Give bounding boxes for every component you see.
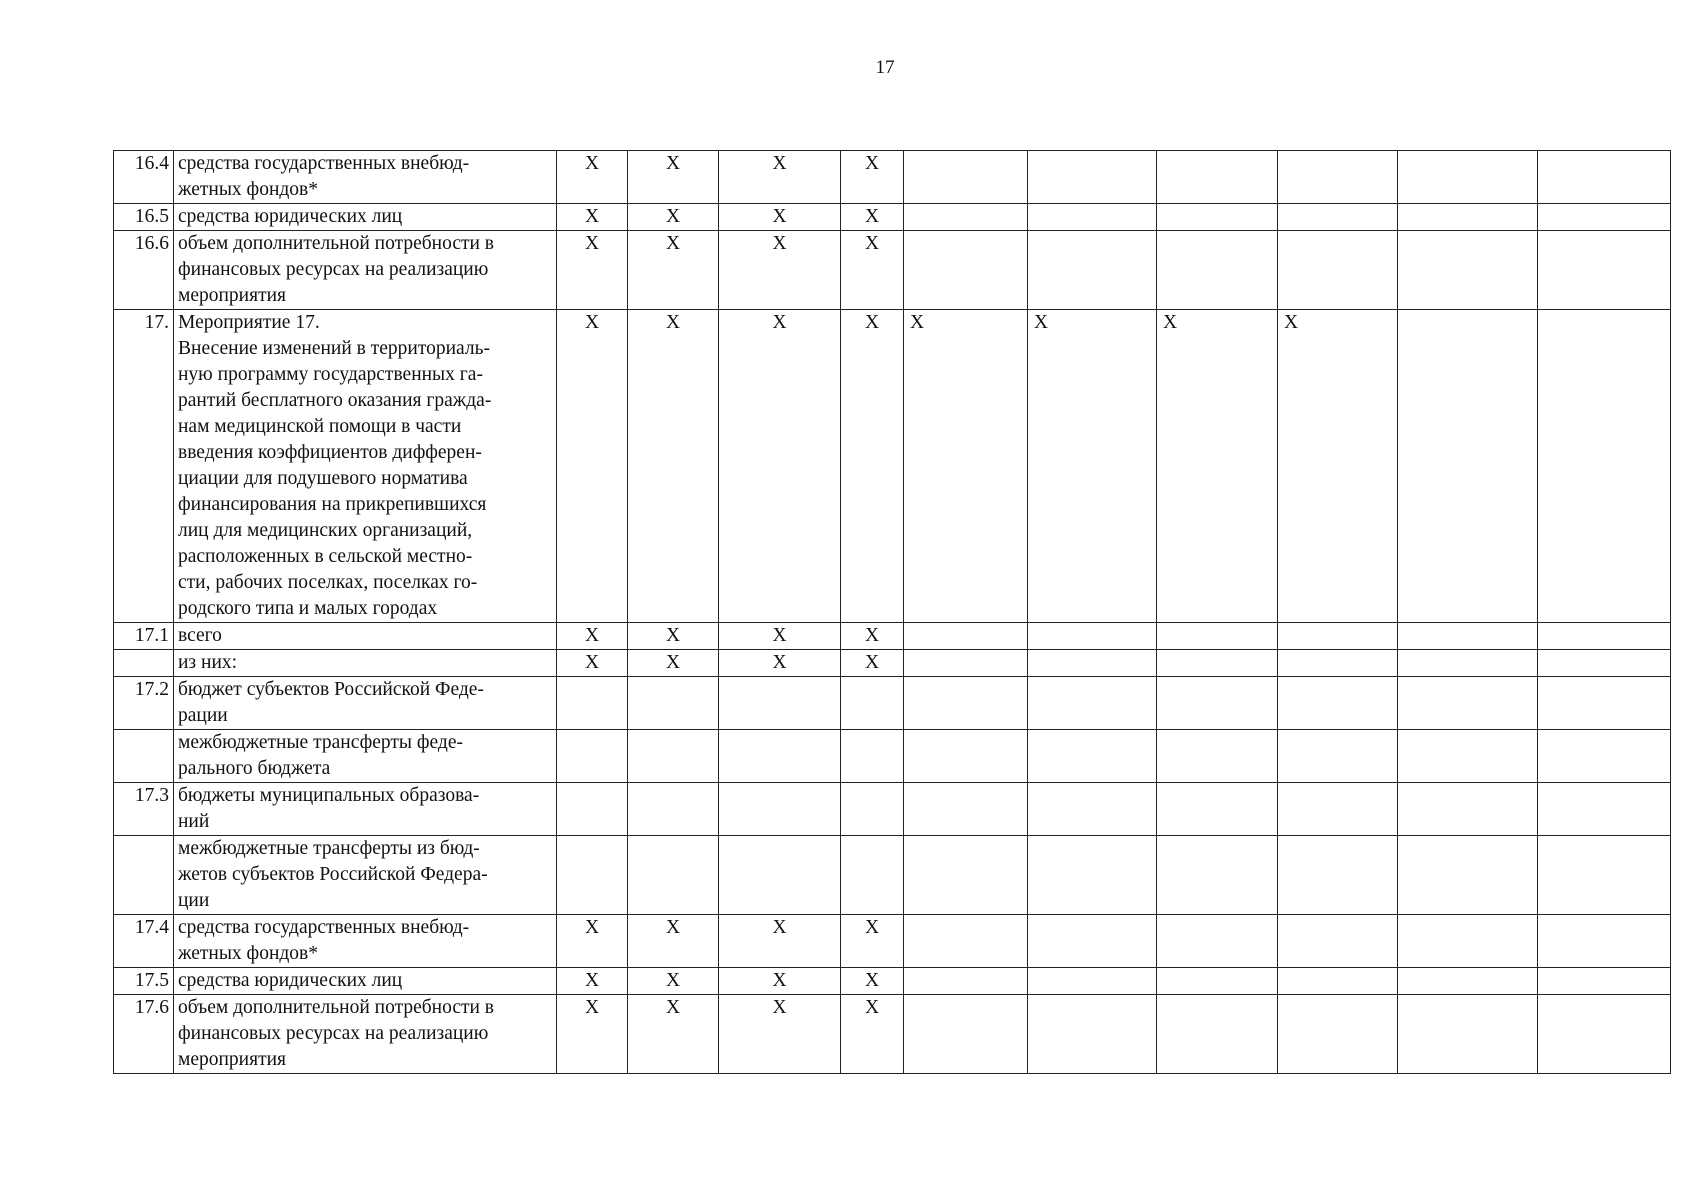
mark-cell [1157, 623, 1278, 650]
mark-cell: X [719, 231, 841, 310]
mark-cell [904, 623, 1028, 650]
mark-cell: X [557, 650, 628, 677]
mark-cell [904, 204, 1028, 231]
mark-cell: X [628, 623, 719, 650]
mark-cell [1278, 783, 1398, 836]
mark-cell: X [557, 204, 628, 231]
mark-cell: X [719, 650, 841, 677]
mark-cell [1538, 995, 1671, 1074]
row-description: средства юридических лиц [174, 968, 557, 995]
row-number [114, 836, 174, 915]
mark-cell [557, 730, 628, 783]
mark-cell [1157, 730, 1278, 783]
mark-cell [1278, 204, 1398, 231]
mark-cell [1538, 623, 1671, 650]
mark-cell [1398, 310, 1538, 623]
mark-cell [1398, 730, 1538, 783]
mark-cell [1398, 783, 1538, 836]
mark-cell [904, 231, 1028, 310]
table-row [114, 310, 1671, 623]
mark-cell [1157, 915, 1278, 968]
row-number [114, 650, 174, 677]
mark-cell [1028, 915, 1157, 968]
mark-cell [1398, 650, 1538, 677]
mark-cell [1398, 151, 1538, 204]
mark-cell [1398, 204, 1538, 231]
table-row [114, 915, 1671, 968]
mark-cell: X [719, 310, 841, 623]
table-row [114, 151, 1671, 204]
mark-cell [1028, 151, 1157, 204]
mark-cell [1398, 231, 1538, 310]
mark-cell [1278, 623, 1398, 650]
mark-cell [904, 677, 1028, 730]
mark-cell [904, 151, 1028, 204]
mark-cell: X [628, 995, 719, 1074]
row-description: Мероприятие 17. Внесение изменений в территориаль- ную программу государственных га- рантий бесплатного оказания гражда- нам медицинской помощи в части введения коэффициентов дифферен- циации для подушевого норматива финансирования на прикрепившихся лиц для медицинских организаций, расположенных в сельской местно- сти, рабочих поселках, поселках го- родского типа и малых городах [174, 310, 557, 623]
mark-cell [1538, 730, 1671, 783]
mark-cell: X [841, 968, 904, 995]
mark-cell [904, 968, 1028, 995]
mark-cell: X [1278, 310, 1398, 623]
mark-cell: X [841, 995, 904, 1074]
row-number: 17.2 [114, 677, 174, 730]
mark-cell [1278, 915, 1398, 968]
row-description: из них: [174, 650, 557, 677]
row-number: 17.6 [114, 995, 174, 1074]
mark-cell [719, 730, 841, 783]
row-number: 17.3 [114, 783, 174, 836]
mark-cell [1157, 677, 1278, 730]
mark-cell [1278, 968, 1398, 995]
row-number: 16.5 [114, 204, 174, 231]
row-number: 17.4 [114, 915, 174, 968]
mark-cell [1398, 968, 1538, 995]
mark-cell [1028, 836, 1157, 915]
mark-cell [1398, 836, 1538, 915]
mark-cell: X [719, 151, 841, 204]
mark-cell [1157, 783, 1278, 836]
mark-cell [1538, 650, 1671, 677]
mark-cell [628, 677, 719, 730]
mark-cell [904, 836, 1028, 915]
row-description: средства государственных внебюд- жетных фондов* [174, 151, 557, 204]
mark-cell: X [628, 968, 719, 995]
mark-cell: X [628, 650, 719, 677]
mark-cell [1157, 995, 1278, 1074]
mark-cell [1398, 915, 1538, 968]
row-description: межбюджетные трансферты феде- рального бюджета [174, 730, 557, 783]
mark-cell: X [841, 231, 904, 310]
mark-cell [1278, 650, 1398, 677]
mark-cell [1157, 231, 1278, 310]
row-description: объем дополнительной потребности в финансовых ресурсах на реализацию мероприятия [174, 995, 557, 1074]
mark-cell [1028, 204, 1157, 231]
mark-cell: X [1157, 310, 1278, 623]
mark-cell: X [557, 968, 628, 995]
mark-cell [1157, 204, 1278, 231]
mark-cell: X [719, 204, 841, 231]
mark-cell [557, 783, 628, 836]
mark-cell: X [841, 623, 904, 650]
mark-cell: X [628, 310, 719, 623]
mark-cell: X [628, 151, 719, 204]
mark-cell [1278, 151, 1398, 204]
mark-cell: X [719, 915, 841, 968]
mark-cell: X [841, 204, 904, 231]
row-description: бюджет субъектов Российской Феде- рации [174, 677, 557, 730]
table-row [114, 231, 1671, 310]
mark-cell [1538, 836, 1671, 915]
mark-cell [1538, 783, 1671, 836]
mark-cell [1028, 650, 1157, 677]
mark-cell [1278, 677, 1398, 730]
row-description: средства государственных внебюд- жетных фондов* [174, 915, 557, 968]
row-number: 17.5 [114, 968, 174, 995]
mark-cell [1028, 995, 1157, 1074]
mark-cell [628, 836, 719, 915]
mark-cell: X [628, 204, 719, 231]
row-number: 16.6 [114, 231, 174, 310]
mark-cell [719, 783, 841, 836]
table-row [114, 623, 1671, 650]
mark-cell [1538, 677, 1671, 730]
mark-cell [841, 836, 904, 915]
mark-cell [1398, 995, 1538, 1074]
page-number: 17 [875, 57, 895, 78]
mark-cell [841, 783, 904, 836]
mark-cell [1398, 677, 1538, 730]
mark-cell [904, 730, 1028, 783]
measures-table [113, 150, 1671, 1074]
mark-cell [1157, 650, 1278, 677]
mark-cell [1028, 231, 1157, 310]
row-description: бюджеты муниципальных образова- ний [174, 783, 557, 836]
mark-cell [1028, 677, 1157, 730]
mark-cell [1157, 968, 1278, 995]
mark-cell [557, 677, 628, 730]
row-number [114, 730, 174, 783]
mark-cell [904, 915, 1028, 968]
row-description: межбюджетные трансферты из бюд- жетов субъектов Российской Федера- ции [174, 836, 557, 915]
mark-cell [1538, 231, 1671, 310]
mark-cell [904, 650, 1028, 677]
table-row [114, 783, 1671, 836]
table-row [114, 730, 1671, 783]
mark-cell [1278, 836, 1398, 915]
table-row [114, 677, 1671, 730]
mark-cell [1278, 231, 1398, 310]
mark-cell [1538, 968, 1671, 995]
mark-cell: X [557, 310, 628, 623]
table-row [114, 995, 1671, 1074]
mark-cell [1157, 151, 1278, 204]
mark-cell [1028, 623, 1157, 650]
mark-cell [841, 730, 904, 783]
row-number: 16.4 [114, 151, 174, 204]
mark-cell: X [841, 915, 904, 968]
mark-cell [1278, 730, 1398, 783]
table-row [114, 204, 1671, 231]
row-number: 17.1 [114, 623, 174, 650]
mark-cell [1538, 151, 1671, 204]
mark-cell: X [557, 623, 628, 650]
mark-cell [719, 836, 841, 915]
mark-cell [1398, 623, 1538, 650]
mark-cell: X [719, 968, 841, 995]
mark-cell: X [841, 650, 904, 677]
mark-cell [1028, 730, 1157, 783]
mark-cell [557, 836, 628, 915]
mark-cell [904, 995, 1028, 1074]
mark-cell [1538, 310, 1671, 623]
row-number: 17. [114, 310, 174, 623]
mark-cell: X [904, 310, 1028, 623]
mark-cell: X [1028, 310, 1157, 623]
mark-cell [1028, 783, 1157, 836]
table-row [114, 836, 1671, 915]
mark-cell [1278, 995, 1398, 1074]
mark-cell: X [719, 623, 841, 650]
mark-cell: X [841, 151, 904, 204]
mark-cell: X [719, 995, 841, 1074]
mark-cell: X [557, 995, 628, 1074]
mark-cell: X [557, 231, 628, 310]
mark-cell [628, 783, 719, 836]
mark-cell [904, 783, 1028, 836]
mark-cell: X [628, 915, 719, 968]
mark-cell [1538, 204, 1671, 231]
mark-cell: X [628, 231, 719, 310]
row-description: всего [174, 623, 557, 650]
row-description: средства юридических лиц [174, 204, 557, 231]
mark-cell [1538, 915, 1671, 968]
mark-cell: X [557, 915, 628, 968]
table-row [114, 968, 1671, 995]
mark-cell: X [557, 151, 628, 204]
mark-cell [841, 677, 904, 730]
row-description: объем дополнительной потребности в финансовых ресурсах на реализацию мероприятия [174, 231, 557, 310]
mark-cell [719, 677, 841, 730]
mark-cell: X [841, 310, 904, 623]
table-row [114, 650, 1671, 677]
mark-cell [1028, 968, 1157, 995]
mark-cell [628, 730, 719, 783]
mark-cell [1157, 836, 1278, 915]
